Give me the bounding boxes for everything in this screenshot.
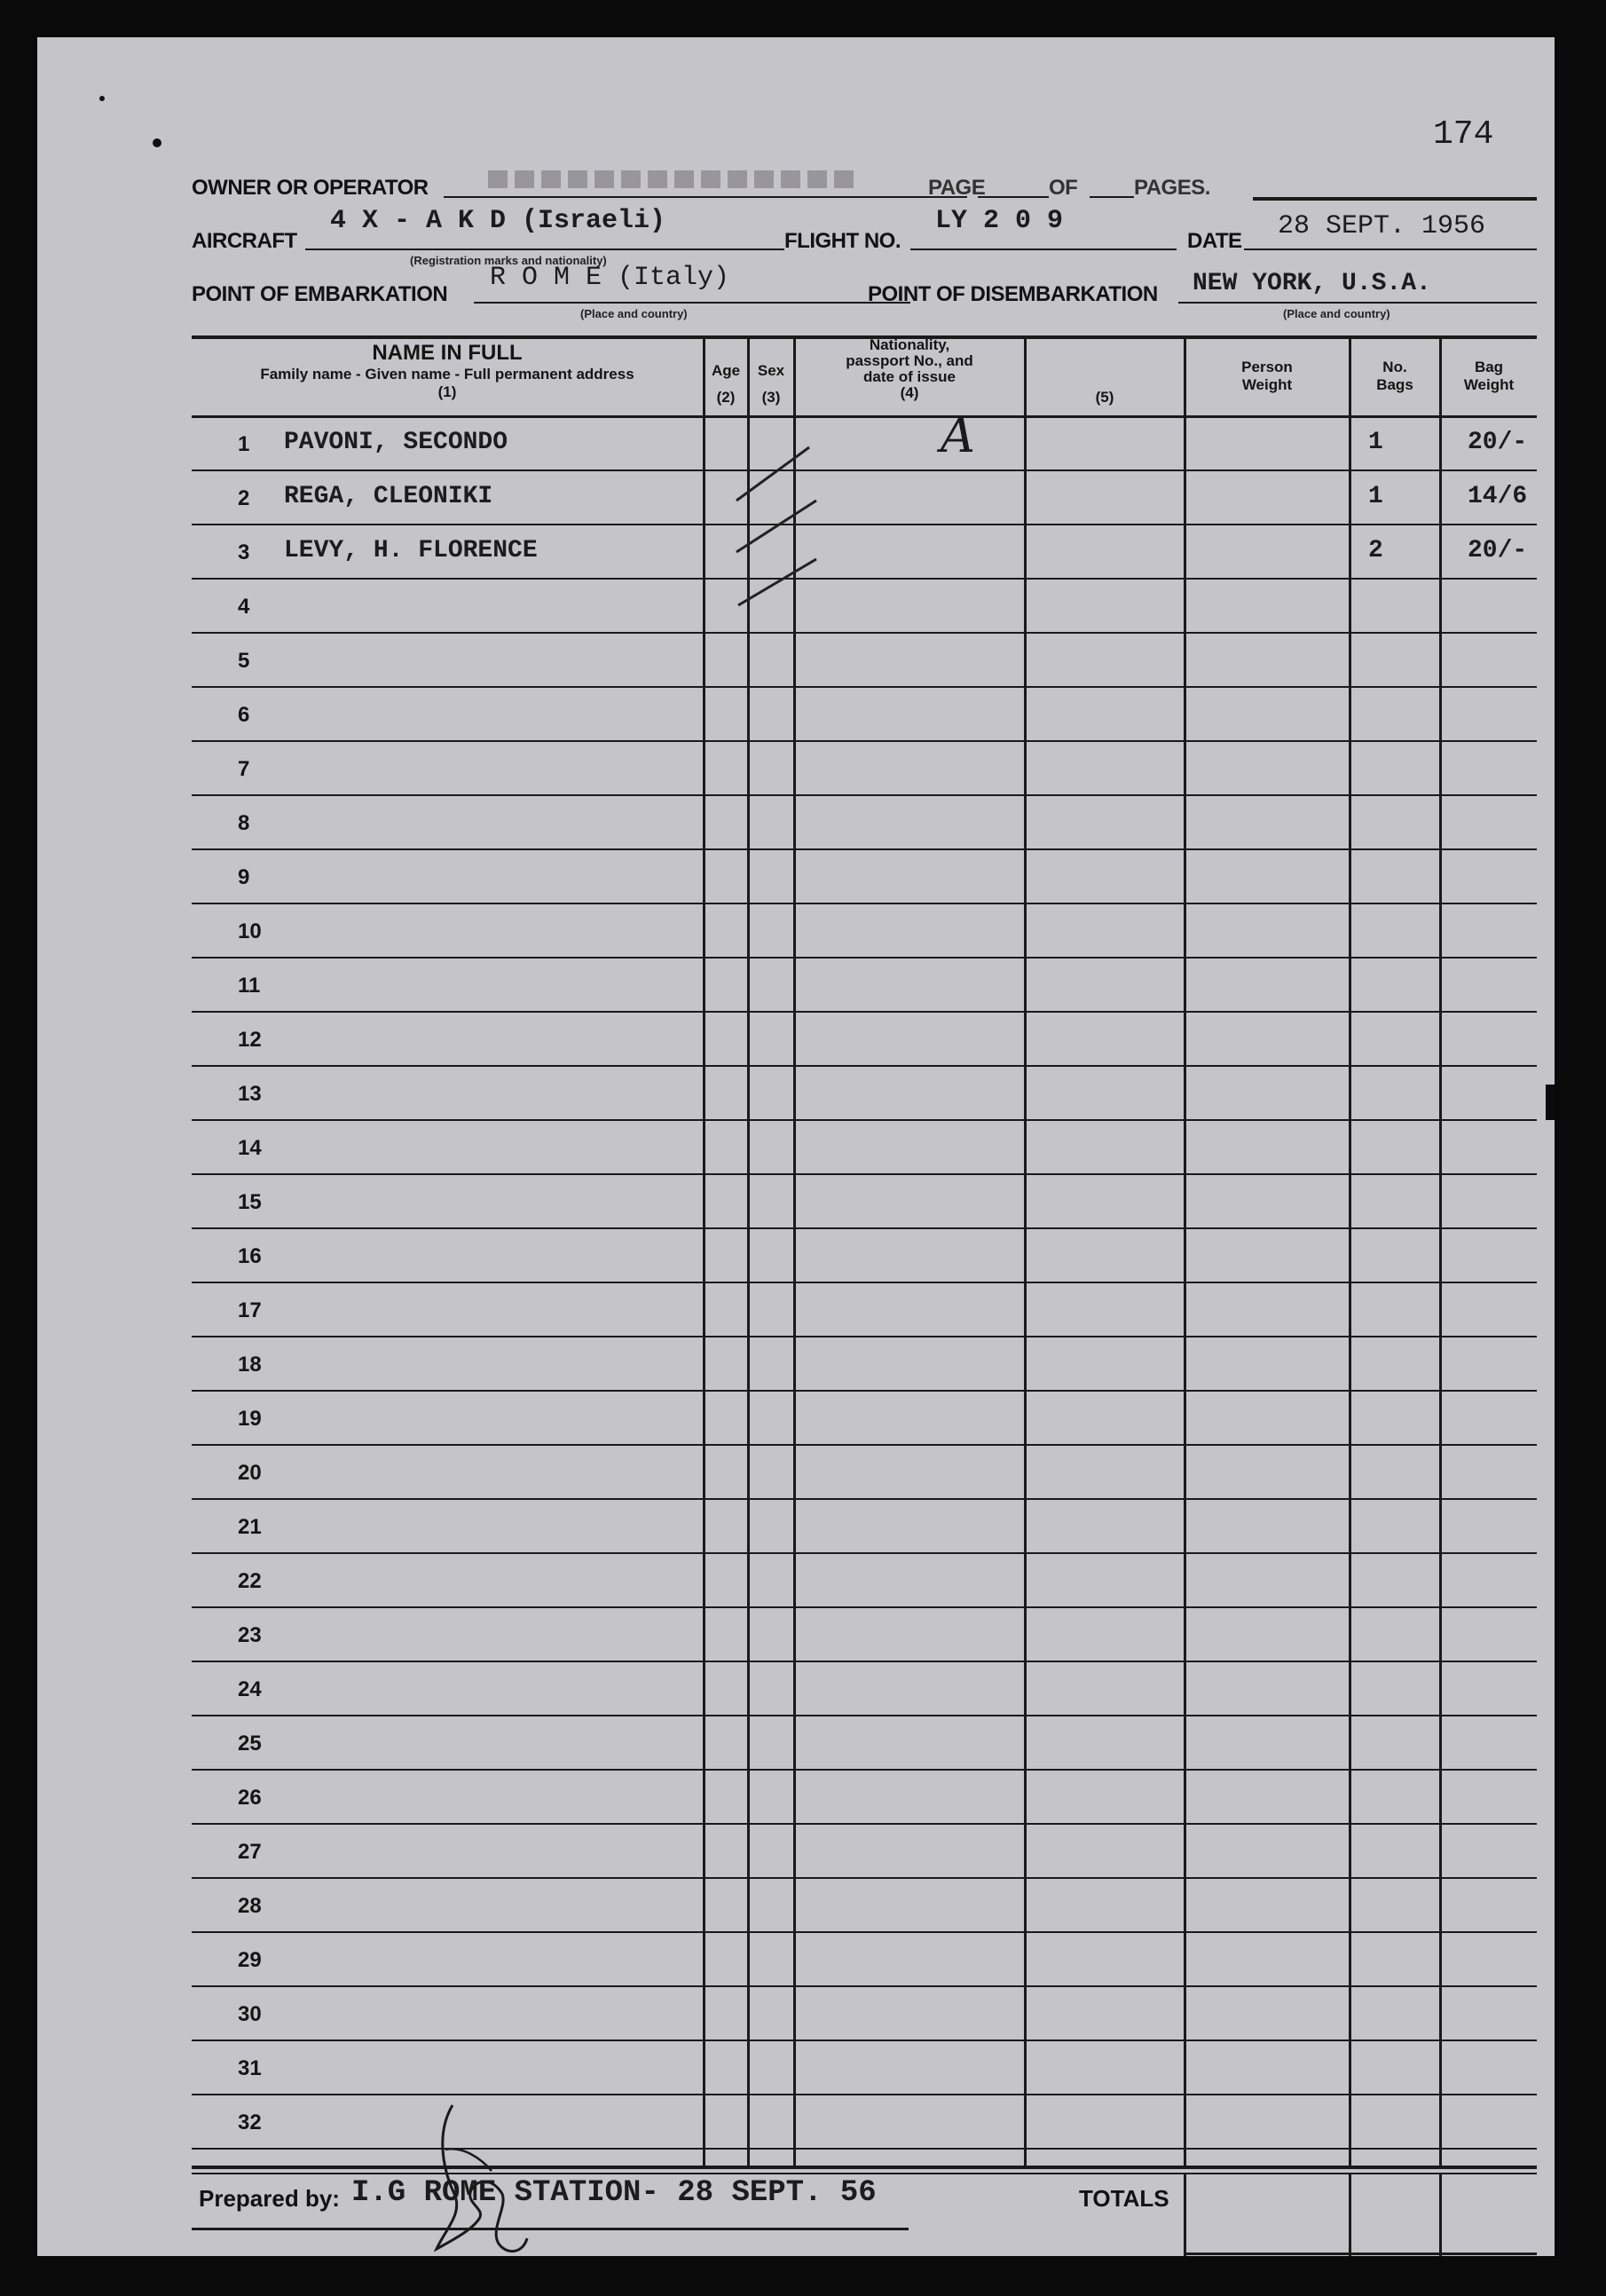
row-rule (192, 1877, 1537, 1879)
col-pw-line2: Weight (1241, 376, 1293, 393)
page-number: 174 (1433, 115, 1494, 154)
row-number: 16 (238, 1244, 262, 1268)
row-rule (192, 1173, 1537, 1175)
page-line (978, 196, 1049, 198)
owner-smudge (488, 170, 861, 188)
owner-line (444, 196, 967, 198)
table-header-rule (192, 415, 1537, 418)
row-rule (192, 1715, 1537, 1716)
aircraft-line (305, 249, 784, 250)
embark-sub: (Place and country) (580, 307, 688, 320)
row-rule (192, 1011, 1537, 1013)
paper-tear (1546, 1085, 1555, 1120)
totals-divider-3 (1439, 2174, 1442, 2256)
row-number: 18 (238, 1353, 262, 1377)
row-number: 22 (238, 1569, 262, 1593)
row-rule (192, 1931, 1537, 1933)
col-pw-line1: Person (1241, 359, 1293, 375)
row-number: 2 (238, 486, 250, 510)
row-rule (192, 1444, 1537, 1446)
passenger-name: LEVY, H. FLORENCE (284, 537, 538, 564)
bag-count: 2 (1368, 537, 1383, 564)
row-rule (192, 1119, 1537, 1121)
of-label: OF (1049, 176, 1078, 200)
disembark-label: POINT OF DISEMBARKATION (868, 282, 1158, 306)
bag-weight: 20/- (1468, 429, 1528, 456)
right-rule (1253, 197, 1537, 201)
bag-count: 1 (1368, 429, 1383, 456)
bag-weight: 20/- (1468, 537, 1528, 564)
aircraft-label: AIRCRAFT (192, 229, 297, 253)
footer-top-rule (192, 2166, 1537, 2169)
disembark-value: NEW YORK, U.S.A. (1193, 270, 1431, 297)
row-number: 31 (238, 2056, 262, 2080)
totals-label: TOTALS (1079, 2185, 1169, 2212)
row-number: 1 (238, 432, 250, 456)
owner-label: OWNER OR OPERATOR (192, 176, 429, 200)
aircraft-sub: (Registration marks and nationality) (410, 254, 607, 267)
row-rule (192, 794, 1537, 796)
row-rule (192, 740, 1537, 742)
row-rule (192, 2040, 1537, 2041)
col-age-title: Age (711, 362, 741, 379)
row-rule (192, 2148, 1537, 2150)
embark-value: R O M E (Italy) (490, 263, 730, 293)
row-rule (192, 957, 1537, 959)
speck-mark (99, 96, 105, 101)
row-rule (192, 1498, 1537, 1500)
row-rule (192, 903, 1537, 904)
row-rule (192, 1769, 1537, 1771)
col-bag-weight-header (1441, 359, 1537, 394)
slash-mark (736, 447, 809, 501)
flight-label: FLIGHT NO. (784, 229, 901, 253)
row-number: 21 (238, 1515, 262, 1539)
bag-weight: 14/6 (1468, 483, 1528, 510)
row-number: 8 (238, 811, 250, 835)
nationality-mark: A (941, 407, 975, 463)
col-person-weight-header (1185, 359, 1349, 394)
age-sex-slash-marks (694, 419, 827, 614)
row-number: 17 (238, 1298, 262, 1322)
col-5-header: (5) (1095, 389, 1114, 406)
totals-divider-1 (1184, 2174, 1186, 2256)
col-bw-line1: Bag (1474, 359, 1504, 375)
row-rule (192, 1661, 1537, 1662)
date-label: DATE (1187, 229, 1242, 253)
row-number: 6 (238, 703, 250, 727)
col-bags-header (1350, 359, 1439, 394)
footer-second-rule (192, 2173, 1537, 2174)
row-number: 20 (238, 1461, 262, 1485)
col-nat-num: (4) (900, 384, 919, 401)
flight-value: LY 2 0 9 (935, 206, 1064, 236)
row-number: 25 (238, 1732, 262, 1756)
col-nat-line3: date of issue (863, 368, 956, 385)
divider-col5 (1024, 337, 1027, 2166)
row-rule (192, 1390, 1537, 1392)
row-rule (192, 2094, 1537, 2095)
col-age-num: (2) (716, 389, 736, 406)
speck-mark (153, 138, 161, 147)
col-name-title: NAME IN FULL (372, 341, 523, 365)
row-number: 10 (238, 919, 262, 943)
col-bw-line2: Weight (1463, 376, 1515, 393)
aircraft-value: 4 X - A K D (Israeli) (330, 206, 666, 236)
totals-bottom-rule (1184, 2253, 1537, 2255)
date-line (1244, 249, 1537, 250)
col-sex-header (749, 362, 793, 406)
col-sex-num: (3) (761, 389, 781, 406)
row-rule (192, 578, 1537, 580)
embark-label: POINT OF EMBARKATION (192, 282, 448, 306)
col-name-header (192, 341, 703, 401)
row-rule (192, 1227, 1537, 1229)
disembark-line (1178, 302, 1537, 304)
row-number: 27 (238, 1840, 262, 1864)
row-number: 26 (238, 1786, 262, 1810)
slash-mark (738, 559, 816, 605)
row-rule (192, 1282, 1537, 1283)
totals-divider-2 (1349, 2174, 1351, 2256)
row-number: 24 (238, 1677, 262, 1701)
row-number: 32 (238, 2111, 262, 2134)
of-line (1090, 196, 1134, 198)
divider-bags (1349, 337, 1351, 2166)
row-rule (192, 632, 1537, 634)
slash-mark (736, 501, 816, 552)
row-rule (192, 1606, 1537, 1608)
row-rule (192, 1552, 1537, 1554)
col-age-header (705, 362, 747, 406)
pages-label: PAGES. (1134, 176, 1210, 200)
col-bags-line1: No. (1382, 359, 1407, 375)
col-sex-title: Sex (757, 362, 785, 379)
col-name-num: (1) (437, 383, 457, 400)
row-number: 30 (238, 2002, 262, 2026)
row-number: 3 (238, 540, 250, 564)
row-number: 7 (238, 757, 250, 781)
disembark-sub: (Place and country) (1283, 307, 1390, 320)
row-rule (192, 1336, 1537, 1337)
row-number: 13 (238, 1082, 262, 1106)
col-name-sub: Family name - Given name - Full permanent address (260, 366, 634, 383)
prepared-value: I.G ROME STATION- 28 SEPT. 56 (351, 2176, 877, 2210)
row-rule (192, 1065, 1537, 1067)
row-rule (192, 469, 1537, 471)
manifest-sheet (37, 37, 1555, 2256)
row-number: 14 (238, 1136, 262, 1160)
row-number: 23 (238, 1623, 262, 1647)
bag-count: 1 (1368, 483, 1383, 510)
row-number: 5 (238, 649, 250, 673)
row-rule (192, 1823, 1537, 1825)
row-rule (192, 1985, 1537, 1987)
prepared-label: Prepared by: (199, 2185, 340, 2212)
col-nationality-header (795, 337, 1024, 401)
date-value: 28 SEPT. 1956 (1278, 211, 1486, 241)
row-number: 19 (238, 1407, 262, 1431)
col-bags-line2: Bags (1376, 376, 1413, 393)
row-number: 4 (238, 595, 250, 619)
passenger-name: REGA, CLEONIKI (284, 483, 493, 510)
signature-mark (410, 2096, 552, 2274)
row-rule (192, 848, 1537, 850)
col-nat-line1: Nationality, (869, 336, 950, 353)
divider-person-weight (1184, 337, 1186, 2166)
divider-bag-weight (1439, 337, 1442, 2166)
embark-line (474, 302, 910, 304)
passenger-name: PAVONI, SECONDO (284, 429, 508, 456)
flight-line (910, 249, 1177, 250)
row-rule (192, 686, 1537, 688)
page-label: PAGE (928, 176, 986, 200)
row-number: 15 (238, 1190, 262, 1214)
row-number: 29 (238, 1948, 262, 1972)
row-rule (192, 524, 1537, 525)
row-number: 9 (238, 865, 250, 889)
col-nat-line2: passport No., and (846, 352, 973, 369)
row-number: 12 (238, 1028, 262, 1052)
row-number: 28 (238, 1894, 262, 1918)
row-number: 11 (238, 974, 261, 998)
